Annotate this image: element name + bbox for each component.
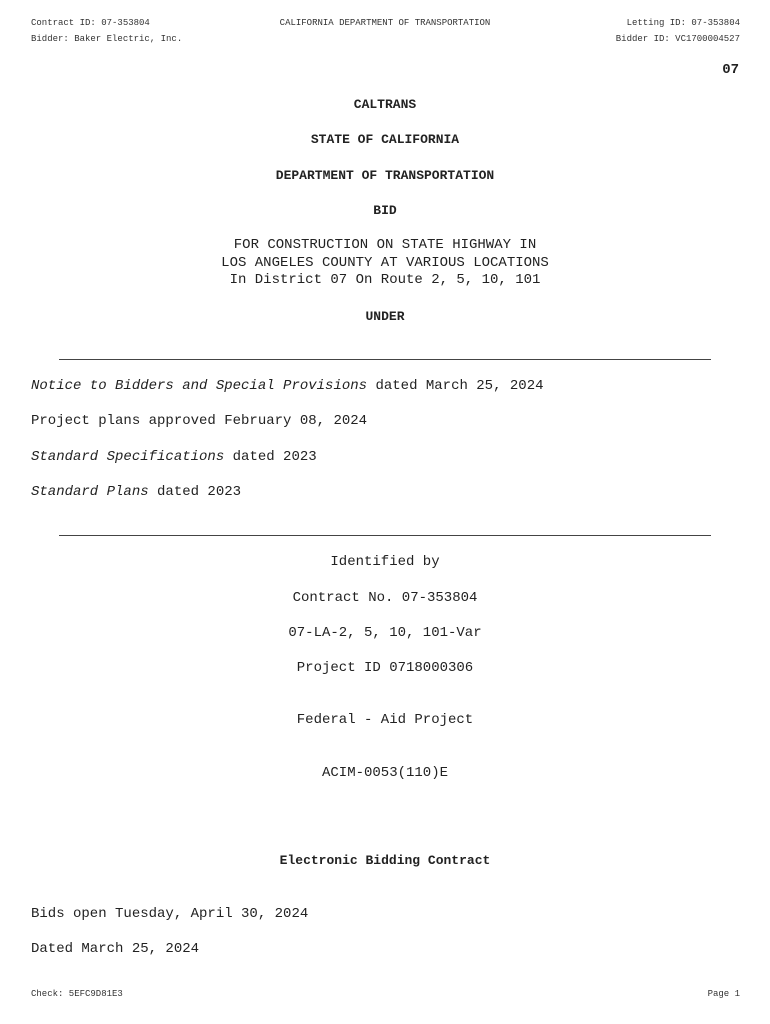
plans-line: Project plans approved February 08, 2024	[31, 413, 368, 429]
bids-open: Bids open Tuesday, April 30, 2024	[31, 906, 309, 922]
route-code: 07-LA-2, 5, 10, 101-Var	[288, 625, 482, 641]
header-letting-id: Letting ID: 07-353804	[626, 18, 740, 28]
identified-by: Identified by	[330, 554, 440, 570]
project-id: Project ID 0718000306	[296, 660, 474, 676]
std-plans-line	[31, 484, 241, 500]
header-bidder: Bidder: Baker Electric, Inc.	[31, 34, 183, 44]
header-bidder-id: Bidder ID: VC1700004527	[615, 34, 740, 44]
footer-check: Check: 5EFC9D81E3	[31, 989, 123, 999]
dated-line: Dated March 25, 2024	[31, 941, 200, 957]
header-agency: CALIFORNIA DEPARTMENT OF TRANSPORTATION	[279, 18, 491, 28]
title-department: DEPARTMENT OF TRANSPORTATION	[275, 168, 495, 183]
district-number: 07	[722, 62, 739, 78]
notice-date: dated March 25, 2024	[367, 378, 544, 394]
construction-line-3: In District 07 On Route 2, 5, 10, 101	[229, 272, 541, 288]
construction-line-1: FOR CONSTRUCTION ON STATE HIGHWAY IN	[233, 237, 537, 253]
title-caltrans: CALTRANS	[353, 97, 417, 112]
std-plans-date: dated 2023	[148, 484, 242, 500]
std-specs-date: dated 2023	[224, 449, 317, 465]
federal-aid: Federal - Aid Project	[296, 712, 474, 728]
title-state: STATE OF CALIFORNIA	[310, 132, 460, 147]
acim-number: ACIM-0053(110)E	[321, 765, 449, 781]
contract-number: Contract No. 07-353804	[292, 590, 478, 606]
footer-page: Page 1	[707, 989, 740, 999]
header-contract-id: Contract ID: 07-353804	[31, 18, 150, 28]
notice-title: Notice to Bidders and Special Provisions	[31, 378, 368, 394]
title-bid: BID	[373, 203, 397, 218]
bidding-heading: Electronic Bidding Contract	[279, 853, 491, 868]
notice-line	[31, 378, 544, 394]
title-under: UNDER	[365, 309, 405, 324]
std-specs-title: Standard Specifications	[31, 449, 225, 465]
std-specs-line	[31, 449, 317, 465]
construction-description	[0, 237, 770, 290]
std-plans-title: Standard Plans	[31, 484, 149, 500]
divider-bottom	[59, 535, 711, 536]
construction-line-2: LOS ANGELES COUNTY AT VARIOUS LOCATIONS	[221, 254, 549, 271]
divider-top	[59, 359, 711, 360]
